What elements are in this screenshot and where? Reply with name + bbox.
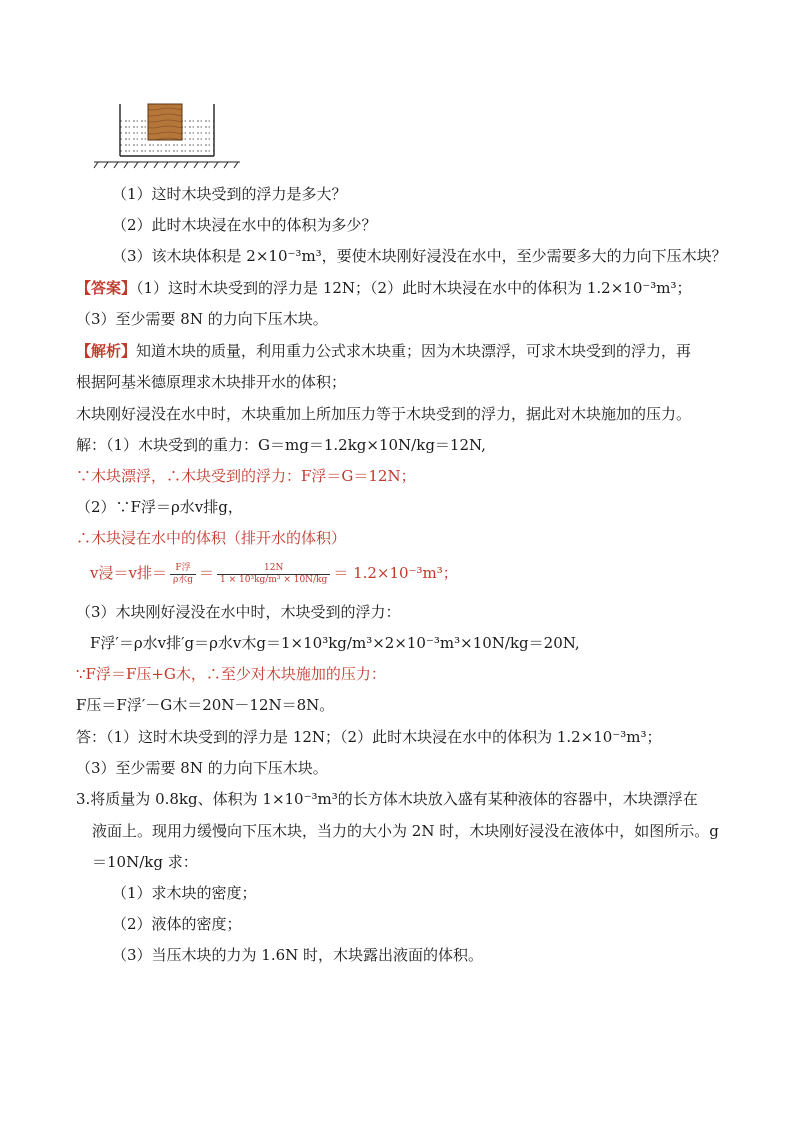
- answer-tag: 【答案】: [76, 279, 137, 297]
- solution-line-9: F压＝F浮′－G木＝20N－12N＝8N。: [76, 696, 335, 714]
- question-3-stem-2: 液面上。现用力缓慢向下压木块，当力的大小为 2N 时，木块刚好浸没在液体中，如图所示。g: [92, 822, 719, 840]
- solution-formula-volume: v浸＝v排＝ $\frac{\text{F浮}}{\text{ρ水g}}$ ＝ $\frac{12N}{\text{1 × 10³kg/m³ × 10N/kg}}$ ＝ 1.2×10⁻³m³；: [90, 562, 458, 585]
- solution-line-7: F浮′＝ρ水v排′g＝ρ水v木g＝1×10³kg/m³×2×10⁻³m³×10N/kg＝20N,: [90, 634, 580, 652]
- ground-icon: [94, 162, 240, 168]
- solution-line-6: （3）木块刚好浸没在水中时，木块受到的浮力：: [76, 603, 401, 621]
- solution-line-10: 答：（1）这时木块受到的浮力是 12N；（2）此时木块浸在水中的体积为 1.2×10⁻³m³；: [76, 728, 662, 746]
- container-figure: [92, 100, 242, 172]
- answer-line-2: （3）至少需要 8N 的力向下压木块。: [76, 310, 328, 328]
- solution-line-8: ∵F浮＝F压+G木，∴至少对木块施加的压力：: [76, 665, 386, 683]
- question-3-sub3: （3）当压木块的力为 1.6N 时，木块露出液面的体积。: [112, 946, 484, 964]
- analysis-line-2: 根据阿基米德原理求木块排开水的体积；: [76, 373, 347, 391]
- question-3-sub2: （2）液体的密度；: [112, 915, 242, 933]
- wood-block-icon: [148, 104, 182, 140]
- formula-fraction-1: [170, 563, 196, 586]
- question-3-sub1: （1）求木块的密度；: [112, 884, 257, 902]
- question-2-sub1: （1）这时木块受到的浮力是多大？: [112, 185, 347, 203]
- solution-line-4: ∴木块浸在水中的体积（排开水的体积）: [76, 529, 347, 547]
- answer-line-1: [76, 278, 692, 298]
- fraction-1-numerator: F浮: [170, 563, 196, 575]
- analysis-line-3: 木块刚好浸没在水中时，木块重加上所加压力等于木块受到的浮力，据此对木块施加的压力。: [76, 405, 692, 423]
- question-2-sub2: （2）此时木块浸在水中的体积为多少？: [112, 216, 377, 234]
- solution-line-3: （2）∵F浮＝ρ水v排g，: [76, 498, 243, 516]
- formula-fraction-2: [217, 563, 330, 586]
- solution-line-1: 解：（1）木块受到的重力：G＝mg＝1.2kg×10N/kg＝12N,: [76, 436, 486, 454]
- formula-rhs: ＝ 1.2×10⁻³m³；: [333, 564, 458, 582]
- fraction-1-denominator: ρ水g: [172, 574, 194, 585]
- solution-line-2: ∵木块漂浮，∴木块受到的浮力：F浮＝G＝12N；: [76, 467, 416, 485]
- analysis-text-1: 知道木块的质量，利用重力公式求木块重；因为木块漂浮，可求木块受到的浮力，再: [136, 342, 692, 360]
- analysis-tag: 【解析】: [76, 342, 137, 360]
- fraction-2-numerator: 12N: [217, 563, 330, 575]
- fraction-2-denominator: 1 × 10³kg/m³ × 10N/kg: [220, 574, 328, 585]
- question-2-sub3: （3）该木块体积是 2×10⁻³m³，要使木块刚好浸没在水中，至少需要多大的力向下压木块？: [112, 247, 727, 265]
- question-3-stem-1: 3.将质量为 0.8kg、体积为 1×10⁻³m³的长方体木块放入盛有某种液体的容器中，木块漂浮在: [76, 790, 698, 808]
- question-3-stem-3: ＝10N/kg 求：: [92, 853, 198, 871]
- solution-line-11: （3）至少需要 8N 的力向下压木块。: [76, 759, 328, 777]
- answer-text-1: （1）这时木块受到的浮力是 12N；（2）此时木块浸在水中的体积为 1.2×10⁻³m³；: [136, 279, 692, 297]
- analysis-line-1: [76, 341, 691, 361]
- formula-lhs: v浸＝v排＝: [90, 564, 167, 582]
